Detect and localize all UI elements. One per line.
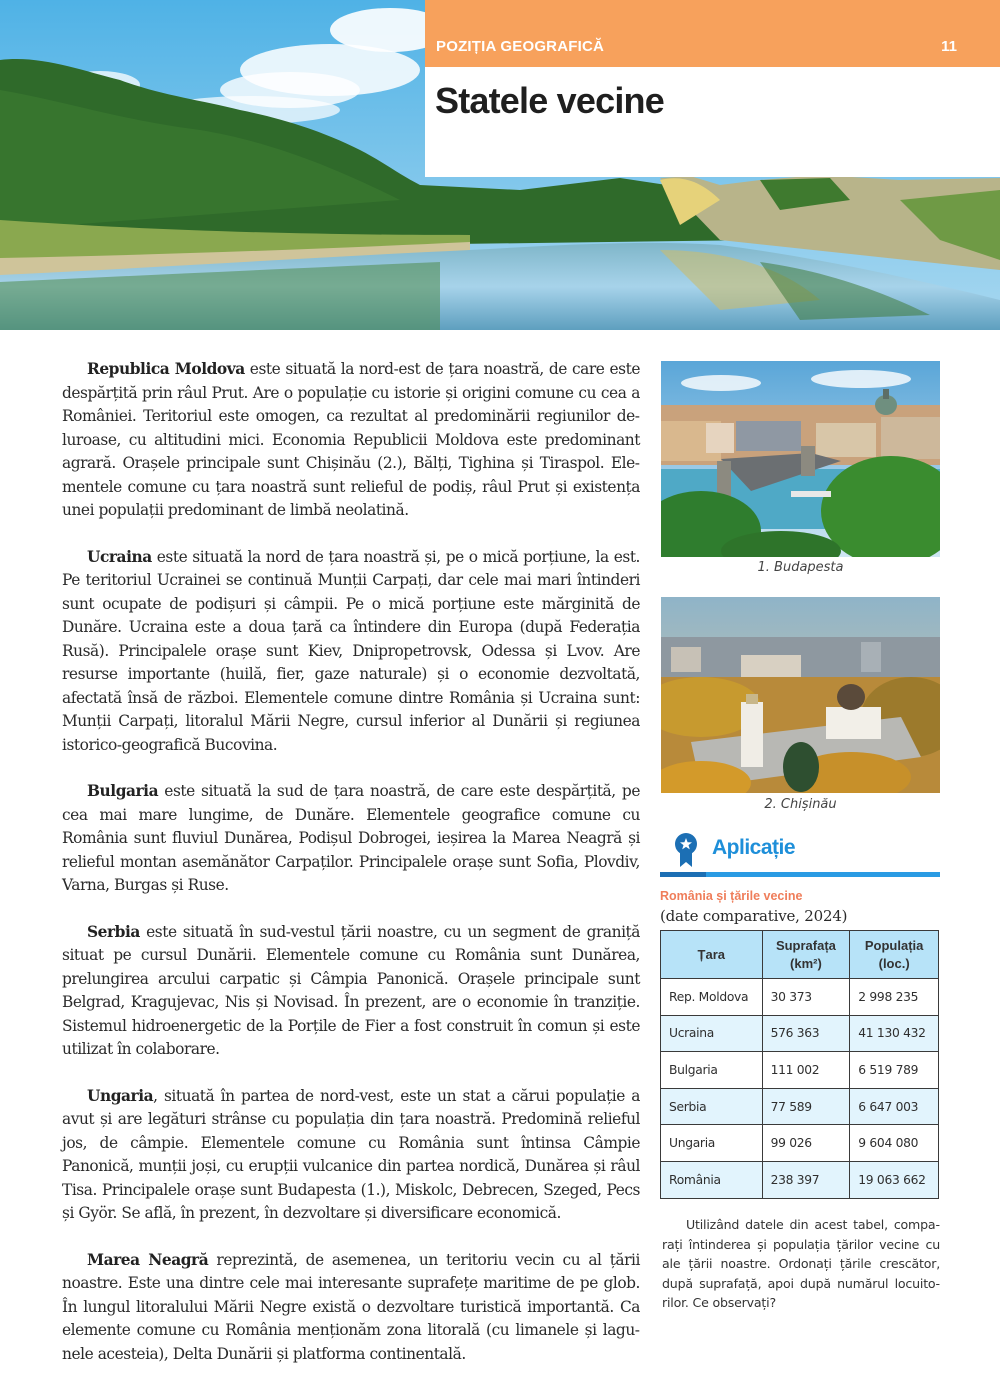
table-subtitle: (date comparative, 2024) (660, 907, 848, 925)
paragraph-lead: Republica Moldova (87, 360, 245, 378)
paragraph-body: este situată în sud-vestul țării noastre, cu un segment de graniță situat pe cursul Dunării. Elementele comune cu România sunt Dunărea, prelungirea arcului carpatic și Câmpia Panonică. Orașele principale sunt Belgrad, Kragujevac, Nis și Novisad. În prezent, are o economie în tranziție. Sistemul hidroenergetic de la Porțile de Fier a fost construit în comun și este utilizat în colaborare. (62, 922, 640, 1058)
table-header-row (661, 931, 939, 979)
column-header-population: Populația (loc.) (850, 931, 939, 979)
page-title: Statele vecine (435, 80, 664, 121)
budapest-image (661, 361, 940, 557)
cell-population: 2 998 235 (850, 979, 939, 1016)
cell-area: 238 397 (762, 1161, 850, 1198)
paragraph-lead: Marea Neagră (87, 1250, 209, 1269)
table-title: România și țările vecine (660, 889, 803, 903)
cell-population: 9 604 080 (850, 1125, 939, 1162)
cell-area: 30 373 (762, 979, 850, 1016)
cell-population: 19 063 662 (850, 1161, 939, 1198)
comparison-table (660, 930, 939, 1199)
cell-population: 6 647 003 (850, 1088, 939, 1125)
chapter-header (425, 0, 1000, 177)
paragraph-lead: Bulgaria (87, 782, 159, 800)
paragraph-lead: Ucraina (87, 547, 152, 566)
table-row (661, 1125, 939, 1162)
application-task: Utilizând datele din acest tabel, comparați întinderea și populația țărilor vecine cu ale țării noastre. Ordonați țările crescător, după suprafață, apoi după numărul locuitorilor. Ce observați? (662, 1217, 940, 1311)
figure-caption: 2. Chișinău (764, 797, 837, 812)
award-ribbon-icon (673, 832, 699, 868)
paragraph-body: reprezintă, de asemenea, un teritoriu vecin cu al țării noastre. Este una dintre cele mai interesante suprafețe maritime de pe glob. În lungul litoralului Mării Negre există o dezvoltare turistică importantă. Ca elemente comune cu România menționăm zona litorală (cu limanele și lagunele acesteia), Delta Dunării și platforma continentală. (62, 1250, 641, 1363)
table-row (661, 1052, 939, 1089)
table-row (661, 979, 939, 1016)
budapest-photo (661, 361, 940, 557)
column-header-area: Suprafața (km²) (762, 931, 850, 979)
paragraph-lead: Serbia (87, 922, 140, 941)
table-row (661, 1015, 939, 1052)
chisinau-image (661, 597, 940, 793)
cell-area: 111 002 (762, 1052, 850, 1089)
paragraph-bulgaria (62, 780, 640, 898)
table-row (661, 1088, 939, 1125)
paragraph-body: este situată la nord-est de țara noastră, de care este despărțită prin râul Prut. Are o populație cu istorie și origini comune cu cea a României. Teritoriul este omogen, ca rezultat al predominării regiunilor deluroase, cu altitudini mici. Economia Republicii Moldova este predominant agrară. Orașele principale sunt Chișinău (2.), Bălți, Tighina și Tiraspol. Elementele comune cu țara noastră sunt relieful de podiș, râul Prut și existența unei populații predominant de limbă neolatină. (62, 360, 640, 519)
paragraph-body: , situată în partea de nord-vest, este un stat a cărui populație a avut și are legături strânse cu populația din țara noastră. Predomină relieful jos, de câmpie. Elementele comune cu România sunt întinsa Câmpie Panonică, munții joși, cu erupții vulcanice din partea nordică, Dunărea și râul Tisa. Principalele orașe sunt Budapesta (1.), Miskolc, Debrecen, Szeged, Pecs și Györ. Se află, în prezent, în dezvoltare și diversificare economică. (62, 1086, 640, 1222)
paragraph-moldova (62, 358, 640, 523)
application-title: Aplicație (712, 836, 796, 859)
cell-country: România (661, 1161, 763, 1198)
chisinau-photo (661, 597, 940, 793)
paragraph-ucraina (62, 546, 640, 758)
cell-area: 99 026 (762, 1125, 850, 1162)
figure-caption: 1. Budapesta (757, 560, 844, 575)
cell-country: Serbia (661, 1088, 763, 1125)
cell-country: Ucraina (661, 1015, 763, 1052)
cell-population: 41 130 432 (850, 1015, 939, 1052)
paragraph-body: este situată la nord de țara noastră și, pe o mică porțiune, la est. Pe teritoriul Ucrainei se continuă Munții Carpați, dar cele mai mari întinderi sunt ocupate de podișuri și câmpii. Pe o mică porțiune este mărginită de Dunăre. Ucraina este a doua țară ca întindere din Europa (după Federația Rusă). Principalele orașe sunt Kiev, Dnipropetrovsk, Odessa și Lvov. Are resurse importante (huilă, fier, gaze naturale) și o economie dezvoltată, afectată însă de război. Elementele comune dintre România și Ucraina sunt: Munții Carpați, litoralul Mării Negre, cursul inferior al Dunării și regiunea istorico-geografică Bucovina. (62, 547, 640, 754)
section-bar (425, 0, 1000, 67)
page-number: 11 (941, 38, 957, 55)
paragraph-lead: Ungaria (87, 1086, 154, 1105)
paragraph-ungaria (62, 1085, 640, 1226)
cell-area: 576 363 (762, 1015, 850, 1052)
application-divider (660, 872, 940, 877)
paragraph-marea-neagra (62, 1249, 640, 1367)
table-row (661, 1161, 939, 1198)
cell-population: 6 519 789 (850, 1052, 939, 1089)
column-header-country: Țara (661, 931, 763, 979)
main-text-column (62, 358, 640, 1366)
cell-country: Rep. Moldova (661, 979, 763, 1016)
cell-country: Ungaria (661, 1125, 763, 1162)
section-label: POZIȚIA GEOGRAFICĂ (436, 38, 605, 55)
cell-country: Bulgaria (661, 1052, 763, 1089)
cell-area: 77 589 (762, 1088, 850, 1125)
paragraph-body: este situată la sud de țara noastră, de care este despărțită, pe cea mai mare lungime, de Dunăre. Elementele geografice comune cu România sunt fluviul Dunărea, Podișul Dobrogei, ieșirea la Marea Neagră și relieful montan asemănător Carpaților. Principalele orașe sunt Sofia, Plovdiv, Varna, Burgas și Ruse. (62, 782, 640, 894)
paragraph-serbia (62, 921, 640, 1062)
